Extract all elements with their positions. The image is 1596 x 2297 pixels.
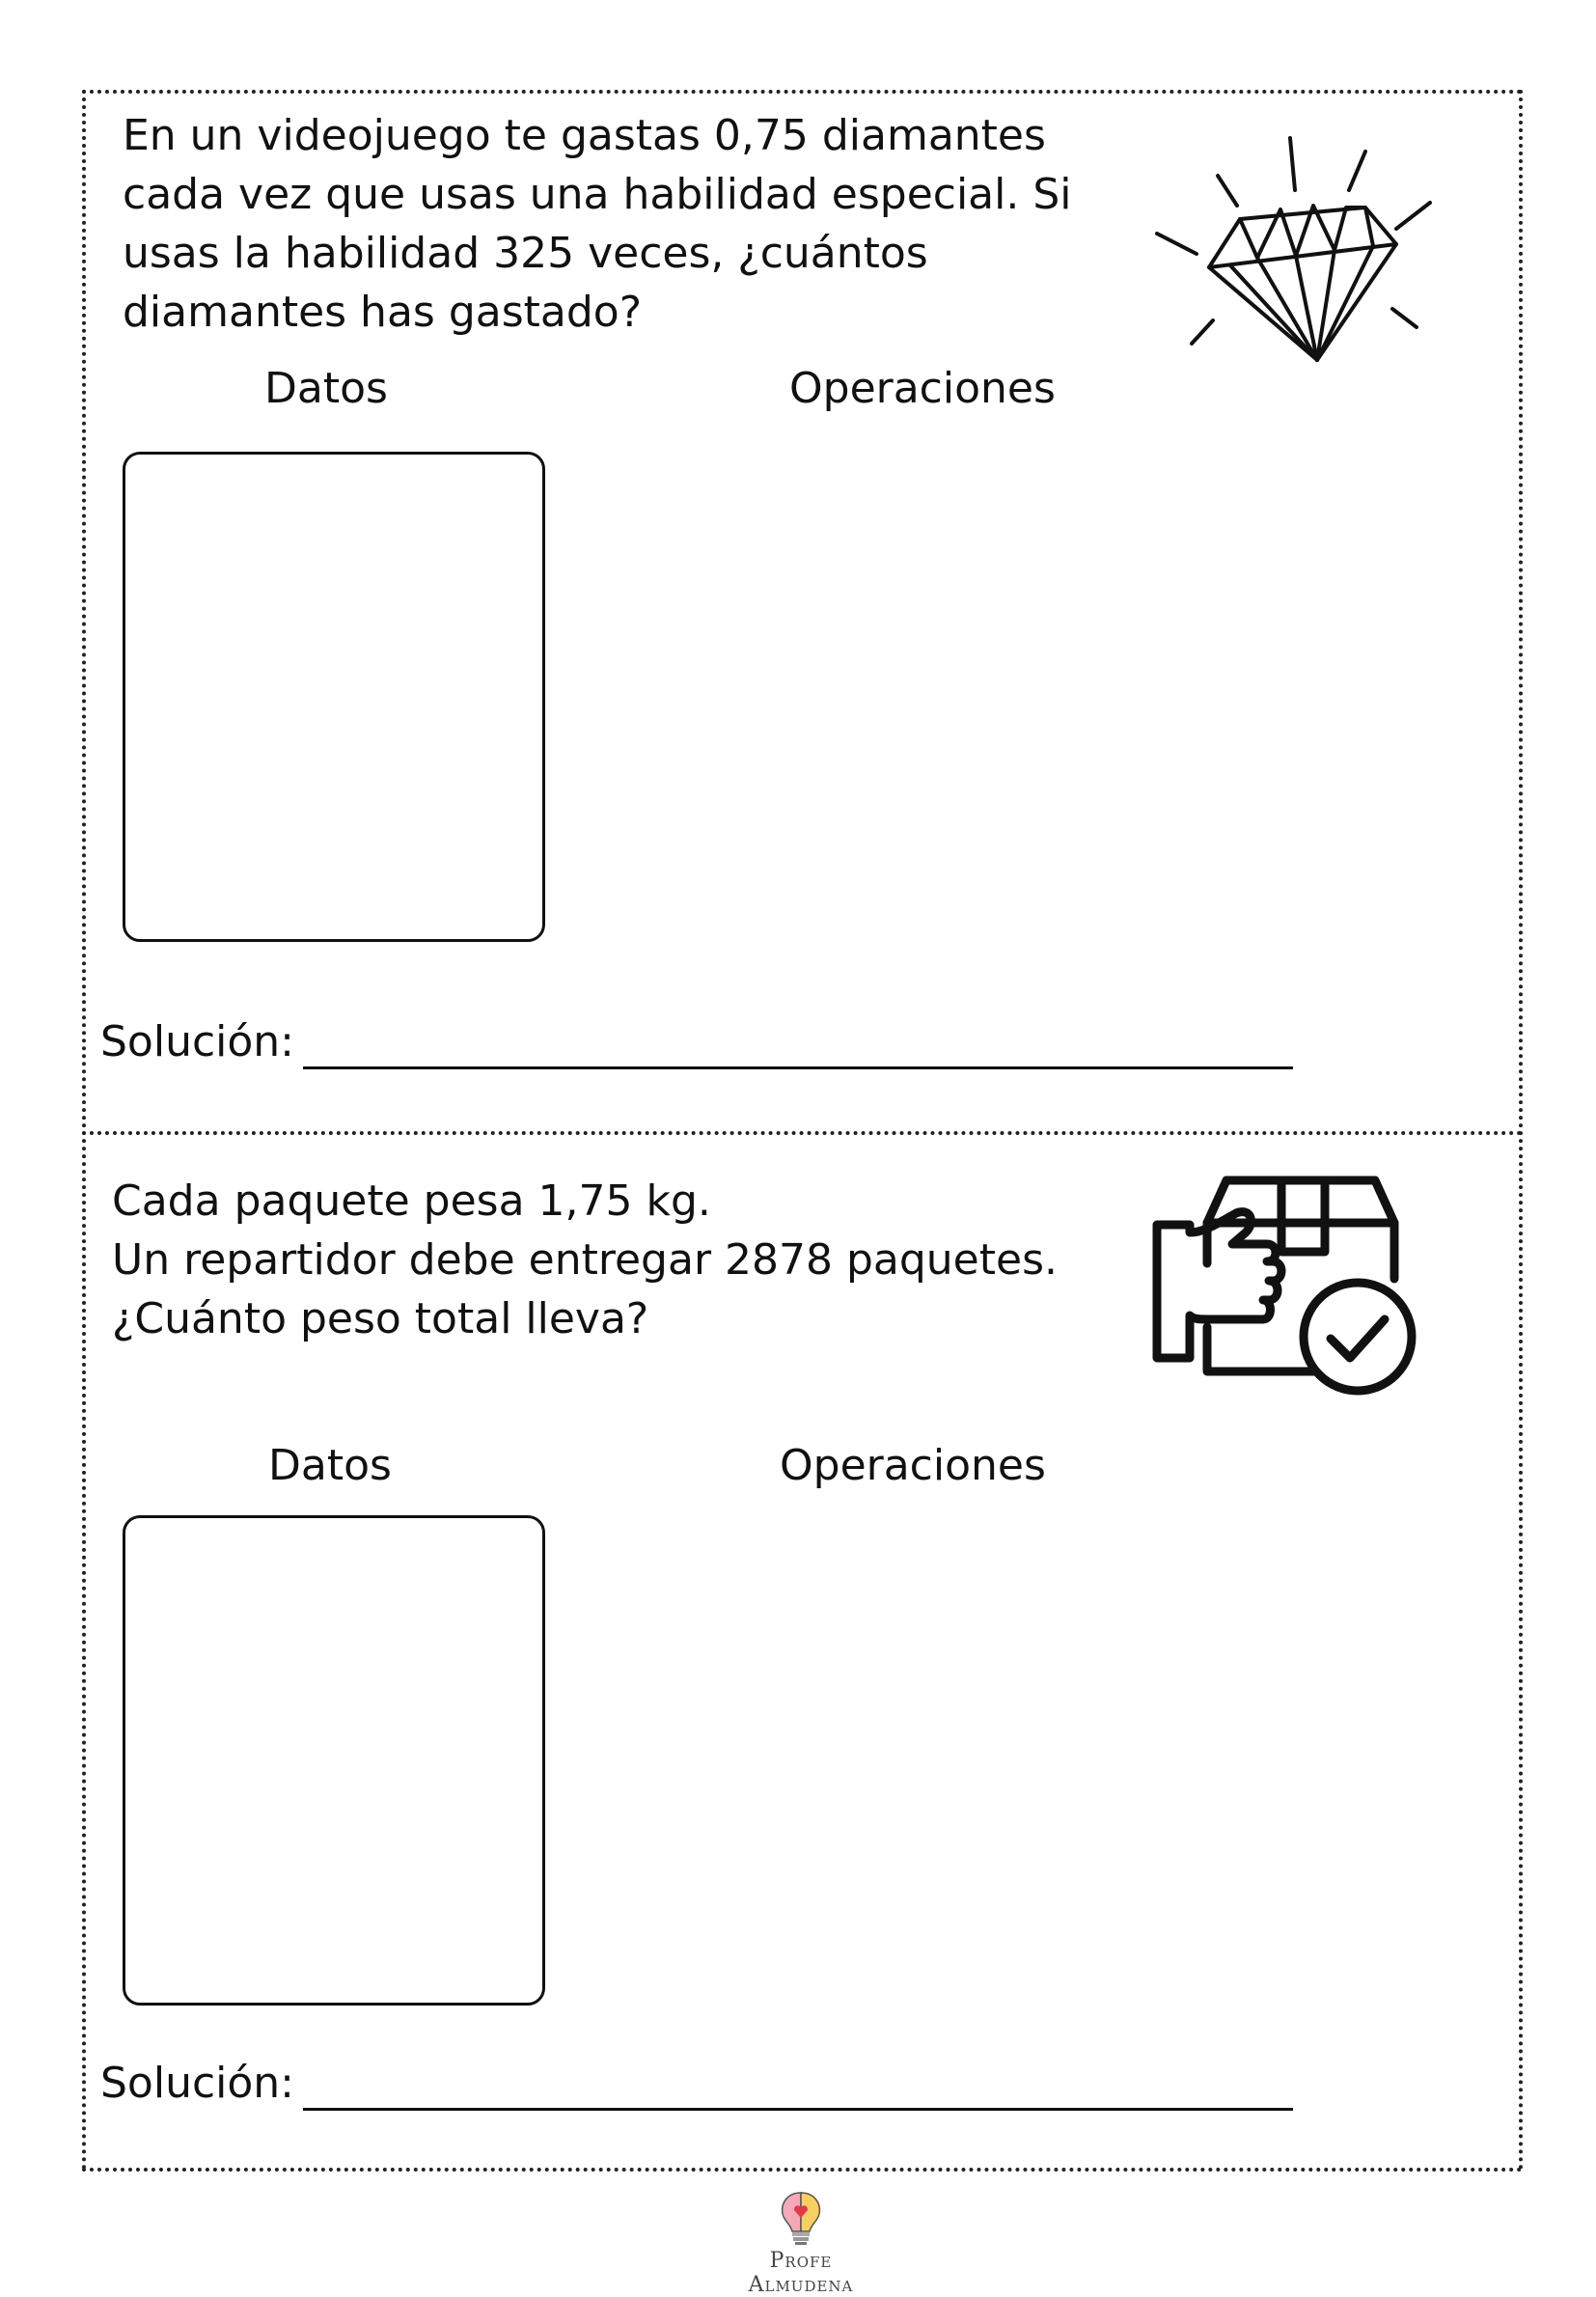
datos-box[interactable] [123, 1515, 545, 2006]
datos-box[interactable] [123, 452, 545, 942]
section-divider [82, 1131, 1523, 1135]
brand-name: Profe Almudena [748, 2249, 854, 2297]
lightbulb-brain-icon [775, 2189, 827, 2247]
problem-1-statement: En un videojuego te gastas 0,75 diamantes cada vez que usas una habilidad especial. Si usas la habilidad 325 veces, ¿cuántos diamantes has gastado? [123, 111, 1072, 337]
operaciones-label: Operaciones [789, 364, 1056, 413]
brand-footer [714, 2189, 888, 2297]
problem-2-statement: Cada paquete pesa 1,75 kg. Un repartidor debe entregar 2878 paquetes. ¿Cuánto peso total lleva? [112, 1176, 1058, 1343]
solucion-label: Solución: [100, 1017, 295, 1066]
operaciones-label: Operaciones [780, 1441, 1046, 1490]
datos-label: Datos [264, 364, 388, 413]
diamond-icon [1143, 130, 1443, 372]
solucion-label: Solución: [100, 2059, 295, 2108]
package-delivery-icon [1151, 1175, 1431, 1406]
datos-label: Datos [268, 1441, 392, 1490]
solucion-answer-line[interactable] [303, 1066, 1293, 1069]
solucion-answer-line[interactable] [303, 2108, 1293, 2111]
